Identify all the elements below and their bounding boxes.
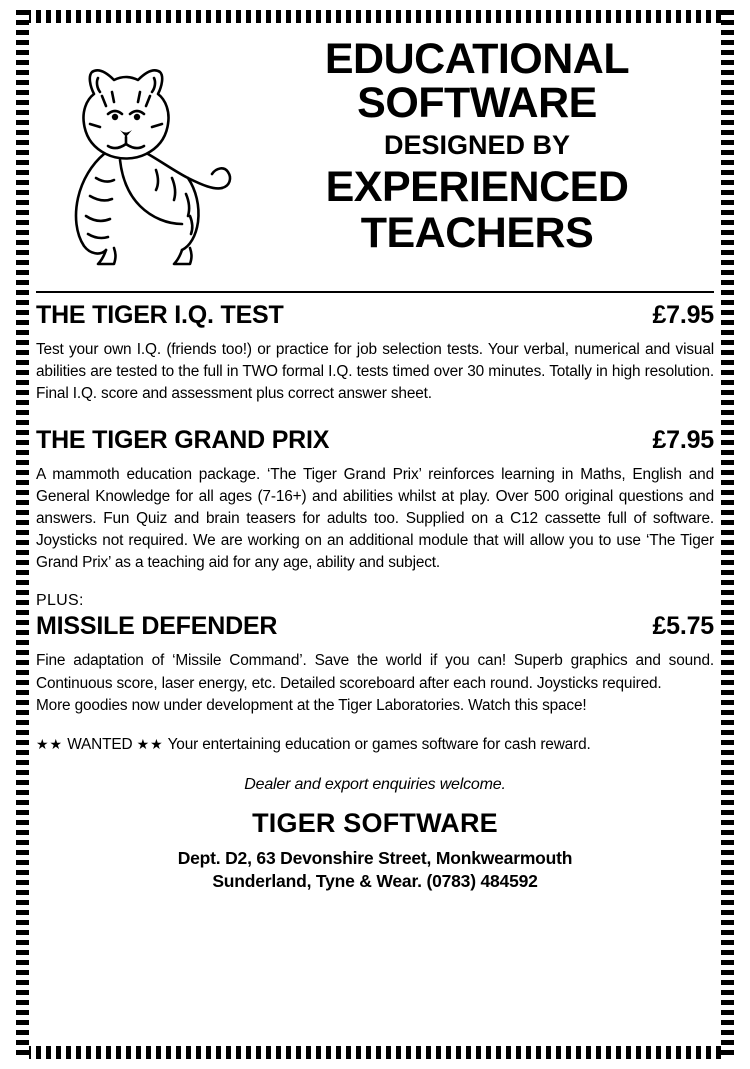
product-price: £7.95 — [652, 301, 714, 329]
plus-label: PLUS: — [36, 592, 84, 610]
product-iq-test — [36, 301, 714, 406]
address-line-1: Dept. D2, 63 Devonshire Street, Monkwearmouth — [177, 848, 573, 869]
product-description: Test your own I.Q. (friends too!) or practice for job selection tests. Your verbal, numerical and visual abilities are tested to the full in TWO formal I.Q. tests timed over 30 minutes. Totally in high resolution. Final I.Q. score and assessment plus correct answer sheet. — [36, 341, 714, 403]
development-note: More goodies now under development at the Tiger Laboratories. Watch this space! — [36, 696, 587, 714]
headline-line-3: DESIGNED BY — [383, 129, 571, 160]
wanted-label: WANTED — [67, 735, 133, 753]
border-bottom — [16, 1046, 734, 1059]
border-top — [16, 10, 734, 23]
tiger-illustration — [36, 32, 236, 278]
product-heading — [36, 426, 714, 455]
border-right — [721, 10, 734, 1059]
product-grand-prix — [36, 426, 714, 575]
star-icon-left: ★★ — [36, 735, 64, 752]
headline-block — [240, 32, 714, 256]
product-price: £5.75 — [652, 612, 714, 641]
ad-header — [36, 32, 714, 278]
product-description: Fine adaptation of ‘Missile Command’. Save the world if you can! Superb graphics and sound. Continuous score, laser energy, etc. Detailed scoreboard after each round. Joysticks required. — [36, 652, 714, 692]
address-line-2: Sunderland, Tyne & Wear. (0783) 484592 — [212, 871, 538, 892]
product-heading — [36, 612, 714, 641]
headline-line-2: SOFTWARE — [357, 78, 597, 127]
dealer-enquiries: Dealer and export enquiries welcome. — [244, 776, 506, 794]
product-heading — [36, 301, 714, 330]
star-icon-right: ★★ — [136, 735, 164, 752]
divider-top — [36, 291, 714, 293]
product-title: MISSILE DEFENDER — [36, 612, 278, 641]
border-left — [16, 10, 29, 1059]
headline-line-4: EXPERIENCED — [325, 163, 629, 212]
product-missile-defender — [36, 592, 714, 694]
headline-line-1: EDUCATIONAL — [324, 35, 630, 83]
product-description: A mammoth education package. ‘The Tiger Grand Prix’ reinforces learning in Maths, English and General Knowledge for all ages (7-16+) and abilities whilst at play. Over 500 original questions and answers. Fun Quiz and brain teasers for adults too. Supplied on a C12 cassette full of software. Joysticks not required. We are working on an additional module that will allow you to use ‘The Tiger Grand Prix’ as a teaching aid for any age, ability and subject. — [36, 465, 714, 572]
product-title: THE TIGER GRAND PRIX — [36, 425, 330, 454]
ad-content — [36, 30, 714, 1039]
product-title: THE TIGER I.Q. TEST — [36, 301, 284, 329]
wanted-text: Your entertaining education or games software for cash reward. — [167, 735, 591, 753]
company-name: TIGER SOFTWARE — [252, 808, 498, 839]
advertiser-footer — [36, 808, 714, 893]
wanted-note — [36, 734, 714, 756]
headline-line-5: TEACHERS — [360, 208, 594, 257]
product-price: £7.95 — [652, 425, 714, 454]
